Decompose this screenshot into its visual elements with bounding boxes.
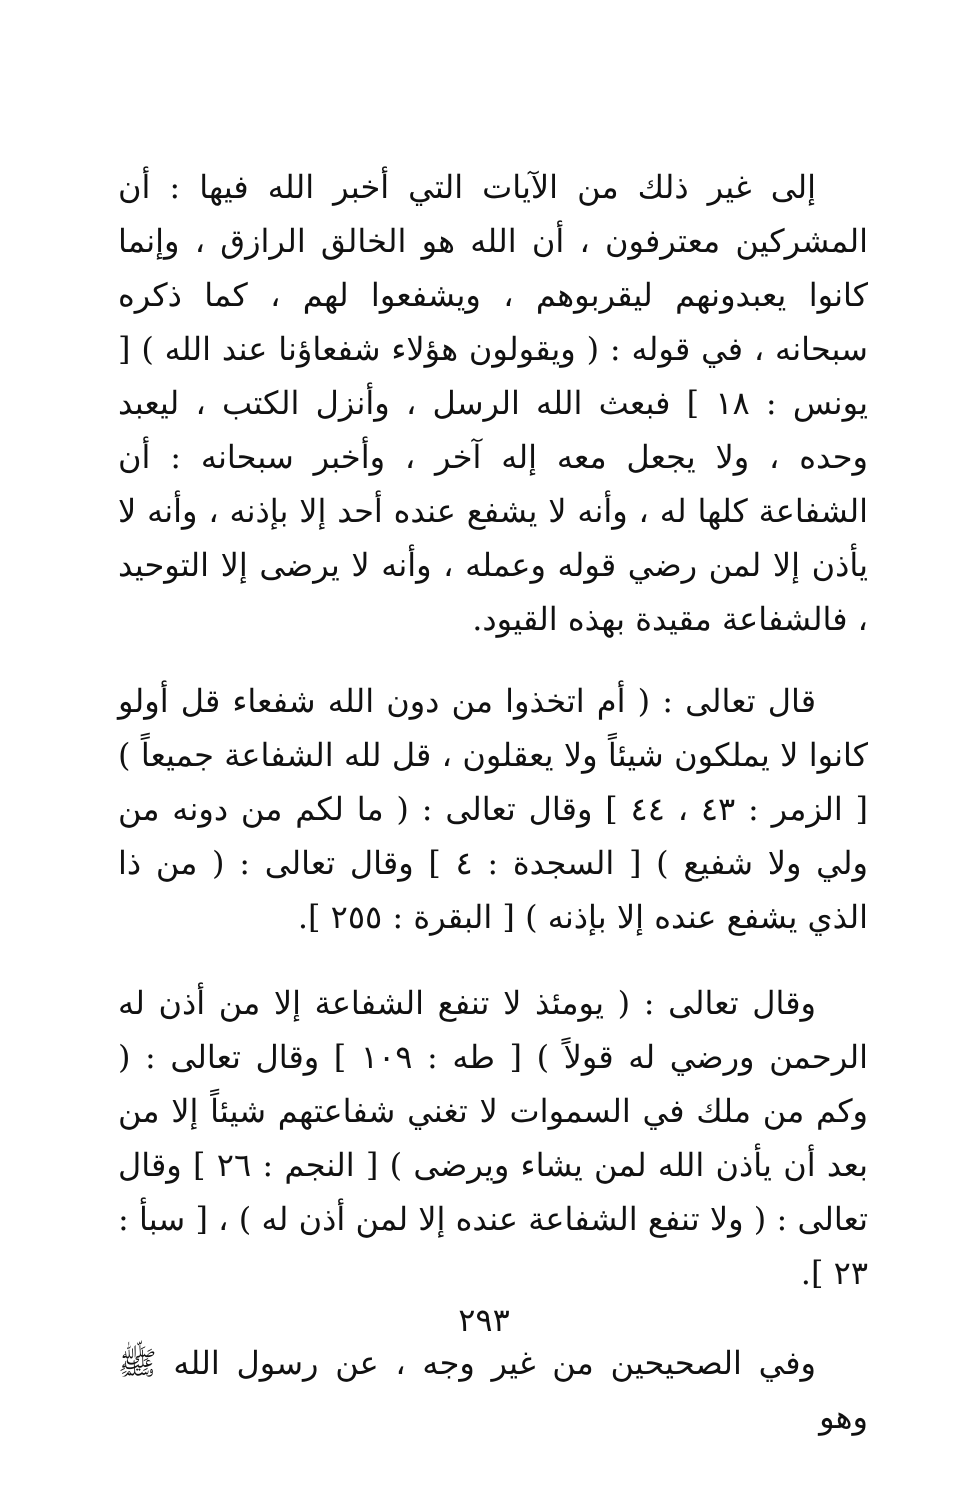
- paragraph-2: قال تعالى : ( أم اتخذوا من دون الله شفعاء قل أولو كانوا لا يملكون شيئاً ولا يعقلون ، قل لله الشفاعة جميعاً ) [ الزمر : ٤٣ ، ٤٤ ] وقال تعالى : ( ما لكم من دونه من ولي ولا شفيع ) [ السجدة : ٤ ] وقال تعالى : ( من ذا الذي يشفع عنده إلا بإذنه ) [ البقرة : ٢٥٥ ].: [118, 682, 869, 936]
- paragraph-4: وفي الصحيحين من غير وجه ، عن رسول الله ﷺ وهو: [118, 1344, 868, 1436]
- page-number: ٢٩٣: [458, 1301, 510, 1339]
- paragraph-3: وقال تعالى : ( يومئذ لا تنفع الشفاعة إلا من أذن له الرحمن ورضي له قولاً ) [ طه : ١٠٩ ] وقال تعالى : ( وكم من ملك في السموات لا تغني شفاعتهم شيئاً إلا من بعد أن يأذن الله لمن يشاء ويرضى ) [ النجم : ٢٦ ] وقال تعالى : ( ولا تنفع الشفاعة عنده إلا لمن أذن له ) ، [ سبأ : ٢٣ ].: [118, 984, 869, 1292]
- page-text-body: [118, 160, 868, 1444]
- paragraph-1: إلى غير ذلك من الآيات التي أخبر الله فيها : أن المشركين معترفون ، أن الله هو الخالق الرازق ، وإنما كانوا يعبدونهم ليقربوهم ، ويشفعوا لهم ، كما ذكره سبحانه ، في قوله : ( ويقولون هؤلاء شفعاؤنا عند الله ) [ يونس : ١٨ ] فبعث الله الرسل ، وأنزل الكتب ، ليعبد وحده ، ولا يجعل معه إله آخر ، وأخبر سبحانه : أن الشفاعة كلها له ، وأنه لا يشفع عنده أحد إلا بإذنه ، وأنه لا يأذن إلا لمن رضي قوله وعمله ، وأنه لا يرضى إلا التوحيد ، فالشفاعة مقيدة بهذه القيود.: [118, 168, 869, 638]
